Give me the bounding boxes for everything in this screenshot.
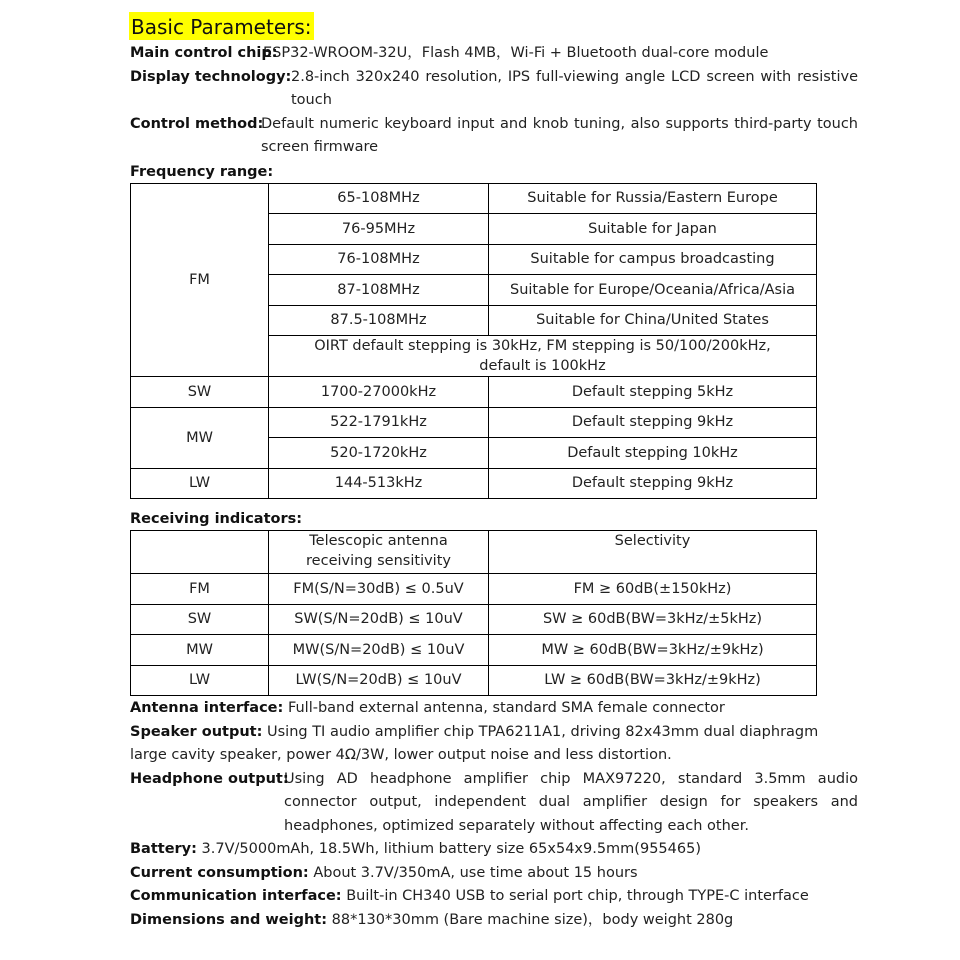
param-label: Antenna interface: bbox=[130, 700, 284, 716]
header-line: Telescopic antenna bbox=[309, 533, 448, 549]
param-dimensions bbox=[130, 909, 858, 933]
header-sensitivity-cell bbox=[269, 531, 489, 574]
note-cell: Suitable for Europe/Oceania/Africa/Asia bbox=[489, 275, 817, 306]
selectivity-cell: SW ≥ 60dB(BW=3kHz/±5kHz) bbox=[489, 604, 817, 635]
header-selectivity-cell: Selectivity bbox=[489, 531, 817, 574]
band-cell: MW bbox=[131, 635, 269, 666]
selectivity-cell: FM ≥ 60dB(±150kHz) bbox=[489, 574, 817, 605]
range-cell: 87-108MHz bbox=[269, 275, 489, 306]
param-value: 2.8-inch 320x240 resolution, IPS full-viewing angle LCD screen with resistive touch bbox=[291, 68, 858, 108]
table-row bbox=[131, 665, 817, 696]
range-cell: 520-1720kHz bbox=[269, 438, 489, 469]
table-row bbox=[131, 183, 817, 214]
band-cell: LW bbox=[131, 468, 269, 499]
band-cell: FM bbox=[131, 183, 269, 377]
range-cell: 1700-27000kHz bbox=[269, 377, 489, 408]
note-cell: Suitable for Russia/Eastern Europe bbox=[489, 183, 817, 214]
header-line: receiving sensitivity bbox=[306, 553, 451, 569]
param-label: Current consumption: bbox=[130, 864, 309, 881]
stepping-line: default is 100kHz bbox=[479, 358, 606, 374]
selectivity-cell: MW ≥ 60dB(BW=3kHz/±9kHz) bbox=[489, 635, 817, 666]
sensitivity-cell: MW(S/N=20dB) ≤ 10uV bbox=[269, 635, 489, 666]
table-row bbox=[131, 468, 817, 499]
param-antenna bbox=[130, 697, 858, 721]
range-cell: 65-108MHz bbox=[269, 183, 489, 214]
param-label: Battery: bbox=[130, 841, 197, 857]
param-speaker bbox=[130, 721, 842, 768]
table-row bbox=[131, 574, 817, 605]
range-cell: 87.5-108MHz bbox=[269, 305, 489, 336]
param-label: Speaker output: bbox=[130, 723, 263, 740]
sensitivity-cell: LW(S/N=20dB) ≤ 10uV bbox=[269, 665, 489, 696]
band-cell: SW bbox=[131, 604, 269, 635]
param-value: Full-band external antenna, standard SMA female connector bbox=[287, 700, 725, 716]
table-row bbox=[131, 377, 817, 408]
param-headphone bbox=[130, 768, 858, 839]
table-row bbox=[131, 635, 817, 666]
param-value: Using TI audio amplifier chip TPA6211A1, driving 82x43mm dual diaphragm large cavity speaker, power 4Ω/3W, lower output noise and less distortion. bbox=[130, 723, 819, 763]
note-cell: Suitable for China/United States bbox=[489, 305, 817, 336]
param-label: Headphone output: bbox=[130, 770, 289, 787]
note-cell: Suitable for campus broadcasting bbox=[489, 244, 817, 275]
band-cell: LW bbox=[131, 665, 269, 696]
range-cell: 76-108MHz bbox=[269, 244, 489, 275]
selectivity-cell: LW ≥ 60dB(BW=3kHz/±9kHz) bbox=[489, 665, 817, 696]
sensitivity-cell: FM(S/N=30dB) ≤ 0.5uV bbox=[269, 574, 489, 605]
receiving-section-label: Receiving indicators: bbox=[130, 511, 303, 527]
param-value: 88*130*30mm (Bare machine size)，body weight 280g bbox=[331, 911, 734, 928]
table-header-row bbox=[131, 531, 817, 574]
note-cell: Default stepping 5kHz bbox=[489, 377, 817, 408]
stepping-line: OIRT default stepping is 30kHz, FM stepping is 50/100/200kHz, bbox=[314, 338, 771, 354]
table-row bbox=[131, 604, 817, 635]
band-cell: MW bbox=[131, 407, 269, 468]
range-cell: 522-1791kHz bbox=[269, 407, 489, 438]
spec-document bbox=[130, 12, 858, 932]
param-main-chip bbox=[130, 42, 858, 66]
note-cell: Default stepping 9kHz bbox=[489, 468, 817, 499]
frequency-table bbox=[130, 183, 817, 500]
param-label: Dimensions and weight: bbox=[130, 911, 328, 928]
param-value: Default numeric keyboard input and knob tuning, also supports third-party touch screen firmware bbox=[261, 115, 858, 155]
param-value: 3.7V/5000mAh, 18.5Wh, lithium battery size 65x54x9.5mm(955465) bbox=[201, 841, 701, 857]
band-cell: FM bbox=[131, 574, 269, 605]
range-cell: 76-95MHz bbox=[269, 214, 489, 245]
table-row bbox=[131, 407, 817, 438]
param-communication bbox=[130, 885, 858, 909]
param-current bbox=[130, 862, 858, 886]
param-label: Display technology: bbox=[130, 68, 292, 85]
param-label: Communication interface: bbox=[130, 888, 342, 904]
frequency-section-label: Frequency range: bbox=[130, 163, 274, 180]
header-band-cell bbox=[131, 531, 269, 574]
param-display bbox=[130, 66, 858, 113]
band-cell: SW bbox=[131, 377, 269, 408]
param-control bbox=[130, 113, 858, 160]
param-value: About 3.7V/350mA, use time about 15 hours bbox=[313, 864, 638, 881]
param-value: Using AD headphone amplifier chip MAX97220, standard 3.5mm audio connector output, independent dual amplifier design for speakers and headphones, optimized separately without affecting each other. bbox=[284, 770, 858, 834]
param-value: ESP32-WROOM-32U，Flash 4MB，Wi-Fi + Bluetooth dual-core module bbox=[263, 45, 769, 61]
page-title: Basic Parameters: bbox=[129, 12, 314, 40]
fm-stepping-note bbox=[269, 336, 817, 377]
note-cell: Default stepping 10kHz bbox=[489, 438, 817, 469]
sensitivity-cell: SW(S/N=20dB) ≤ 10uV bbox=[269, 604, 489, 635]
param-battery bbox=[130, 838, 858, 862]
param-label: Main control chip: bbox=[130, 45, 278, 61]
range-cell: 144-513kHz bbox=[269, 468, 489, 499]
param-value: Built-in CH340 USB to serial port chip, through TYPE-C interface bbox=[346, 888, 809, 904]
param-label: Control method: bbox=[130, 115, 264, 132]
note-cell: Suitable for Japan bbox=[489, 214, 817, 245]
receiving-table bbox=[130, 530, 817, 696]
note-cell: Default stepping 9kHz bbox=[489, 407, 817, 438]
